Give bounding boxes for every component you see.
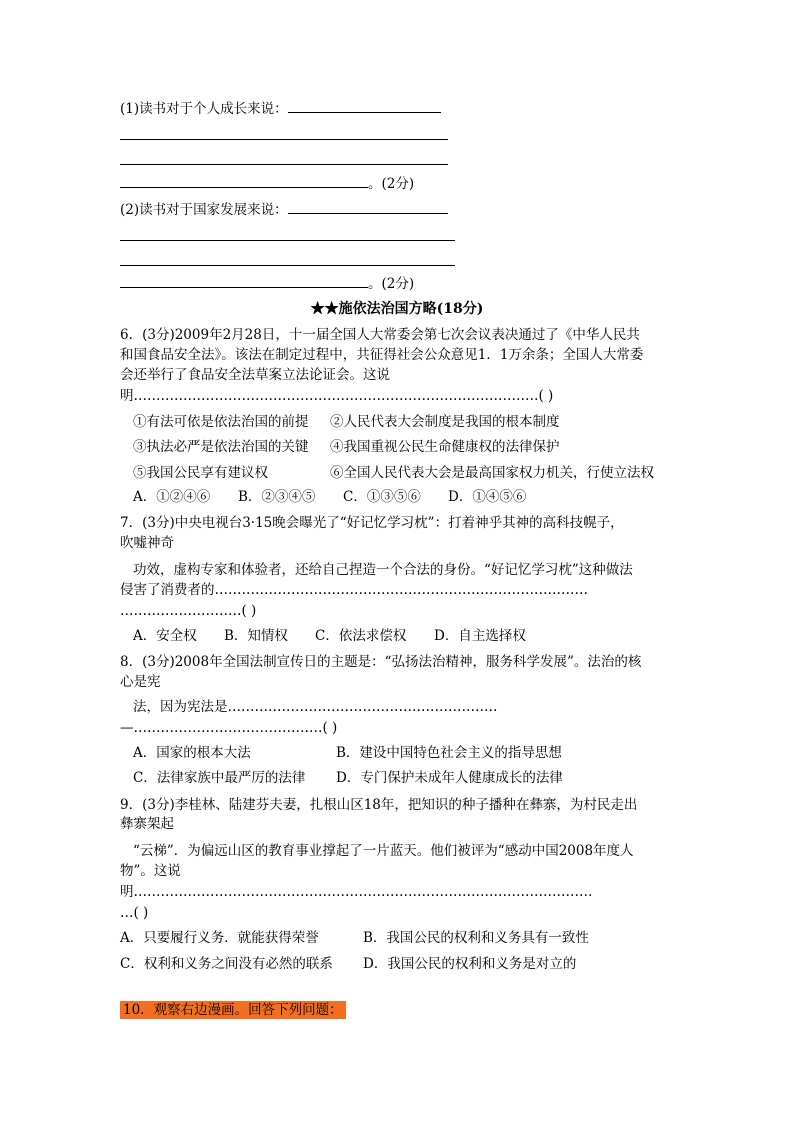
reading-q2-line bbox=[120, 200, 448, 219]
q9-text-line: “云梯”．为偏远山区的教育事业撑起了一片蓝天。他们被评为“感动中国2008年度人 bbox=[133, 843, 634, 859]
answer-blank[interactable] bbox=[288, 99, 441, 113]
q7-text-line: 侵害了消费者的………………………………………………………………………‥ bbox=[120, 582, 589, 598]
q8-text-line: —……………………………………( ) bbox=[120, 720, 338, 736]
answer-blank[interactable] bbox=[288, 200, 448, 214]
q9-text-line: 明………………………………………………………………………………………… bbox=[120, 884, 593, 900]
answer-blank[interactable] bbox=[120, 174, 368, 188]
q6-statement: ③执法必严是依法治国的关键 bbox=[133, 439, 309, 455]
q7-text-line: 功效，虚构专家和体验者，还给自己捏造一个合法的身份。“好记忆学习枕”这种做法 bbox=[133, 562, 633, 578]
q6-choice-d[interactable]: D．①④⑤⑥ bbox=[448, 489, 527, 505]
q9-text-line: 物”。这说 bbox=[120, 863, 181, 879]
q10-highlighted-prompt: 10．观察右边漫画。回答下列问题： bbox=[120, 1001, 346, 1019]
q6-text-line: 和国食品安全法》。该法在制定过程中，共征得社会公众意见1．1万余条；全国人大常委 bbox=[120, 347, 644, 363]
q6-choice-b[interactable]: B．②③④⑤ bbox=[238, 489, 316, 505]
q6-statement: ⑥全国人民代表大会是最高国家权力机关，行使立法权 bbox=[330, 465, 654, 481]
q8-choice-b[interactable]: B．建设中国特色社会主义的指导思想 bbox=[336, 745, 562, 761]
q8-choice-d[interactable]: D．专门保护未成年人健康成长的法律 bbox=[336, 770, 563, 786]
q7-choice-d[interactable]: D．自主选择权 bbox=[434, 628, 526, 644]
q9-text-line: …( ) bbox=[120, 905, 149, 921]
answer-blank[interactable] bbox=[120, 265, 455, 266]
q9-choice-c[interactable]: C．权利和义务之间没有必然的联系 bbox=[120, 956, 333, 972]
q8-choice-c[interactable]: C．法律家族中最严厉的法律 bbox=[133, 770, 306, 786]
answer-blank[interactable] bbox=[120, 240, 455, 241]
q9-choice-a[interactable]: A．只要履行义务．就能获得荣誉 bbox=[120, 930, 319, 946]
q8-text-line: 8．(3分)2008年全国法制宣传日的主题是：“弘扬法治精神，服务科学发展”。法治的核 bbox=[120, 654, 642, 670]
q7-text-line: ………………………( ) bbox=[120, 603, 257, 619]
q7-choice-b[interactable]: B．知情权 bbox=[224, 628, 288, 644]
q6-text-line: 明………………………………………………………………………………( ) bbox=[120, 388, 554, 404]
q7-text-line: 7．(3分)中央电视台3·15晚会曝光了“好记忆学习枕”：打着神乎其神的高科技幌子， bbox=[120, 515, 624, 531]
q9-choice-d[interactable]: D．我国公民的权利和义务是对立的 bbox=[363, 956, 577, 972]
q6-text-line: 6．(3分)2009年2月28日，十一届全国人大常委会第七次会议表决通过了《中华人民共 bbox=[120, 327, 640, 343]
q6-statement: ①有法可依是依法治国的前提 bbox=[133, 414, 309, 430]
q8-text-line: 法，因为宪法是…………………………………………………… bbox=[133, 699, 498, 715]
q9-text-line: 彝寨架起 bbox=[120, 816, 174, 832]
answer-blank[interactable] bbox=[120, 164, 448, 165]
q6-statement: ⑤我国公民享有建议权 bbox=[133, 465, 268, 481]
q9-choice-b[interactable]: B．我国公民的权利和义务具有一致性 bbox=[363, 930, 589, 946]
q6-statement: ②人民代表大会制度是我国的根本制度 bbox=[330, 414, 560, 430]
reading-q2-prompt: (2)读书对于国家发展来说： bbox=[120, 202, 288, 218]
q7-choice-a[interactable]: A．安全权 bbox=[133, 628, 197, 644]
q7-text-line: 吹嘘神奇 bbox=[120, 535, 174, 551]
score-label: 。(2分) bbox=[368, 276, 415, 292]
reading-q1-prompt: (1)读书对于个人成长来说： bbox=[120, 101, 288, 117]
q6-choice-a[interactable]: A．①②④⑥ bbox=[133, 489, 211, 505]
reading-q2-last-line bbox=[120, 274, 414, 293]
answer-blank[interactable] bbox=[120, 139, 448, 140]
section-title: ★★施依法治国方略(18分) bbox=[310, 301, 484, 317]
q8-choice-a[interactable]: A．国家的根本大法 bbox=[133, 745, 251, 761]
answer-blank[interactable] bbox=[120, 274, 368, 288]
q6-statement: ④我国重视公民生命健康权的法律保护 bbox=[330, 439, 560, 455]
reading-q1-last-line bbox=[120, 174, 414, 193]
q7-choice-c[interactable]: C．依法求偿权 bbox=[315, 628, 407, 644]
score-label: 。(2分) bbox=[368, 176, 415, 192]
q6-text-line: 会还举行了食品安全法草案立法论证会。这说 bbox=[120, 367, 390, 383]
reading-q1-line bbox=[120, 99, 441, 118]
q8-text-line: 心是宪 bbox=[120, 674, 161, 690]
q9-text-line: 9．(3分)李桂林、陆建芬夫妻，扎根山区18年，把知识的种子播种在彝寨，为村民走出 bbox=[120, 797, 638, 813]
q6-choice-c[interactable]: C．①③⑤⑥ bbox=[343, 489, 421, 505]
